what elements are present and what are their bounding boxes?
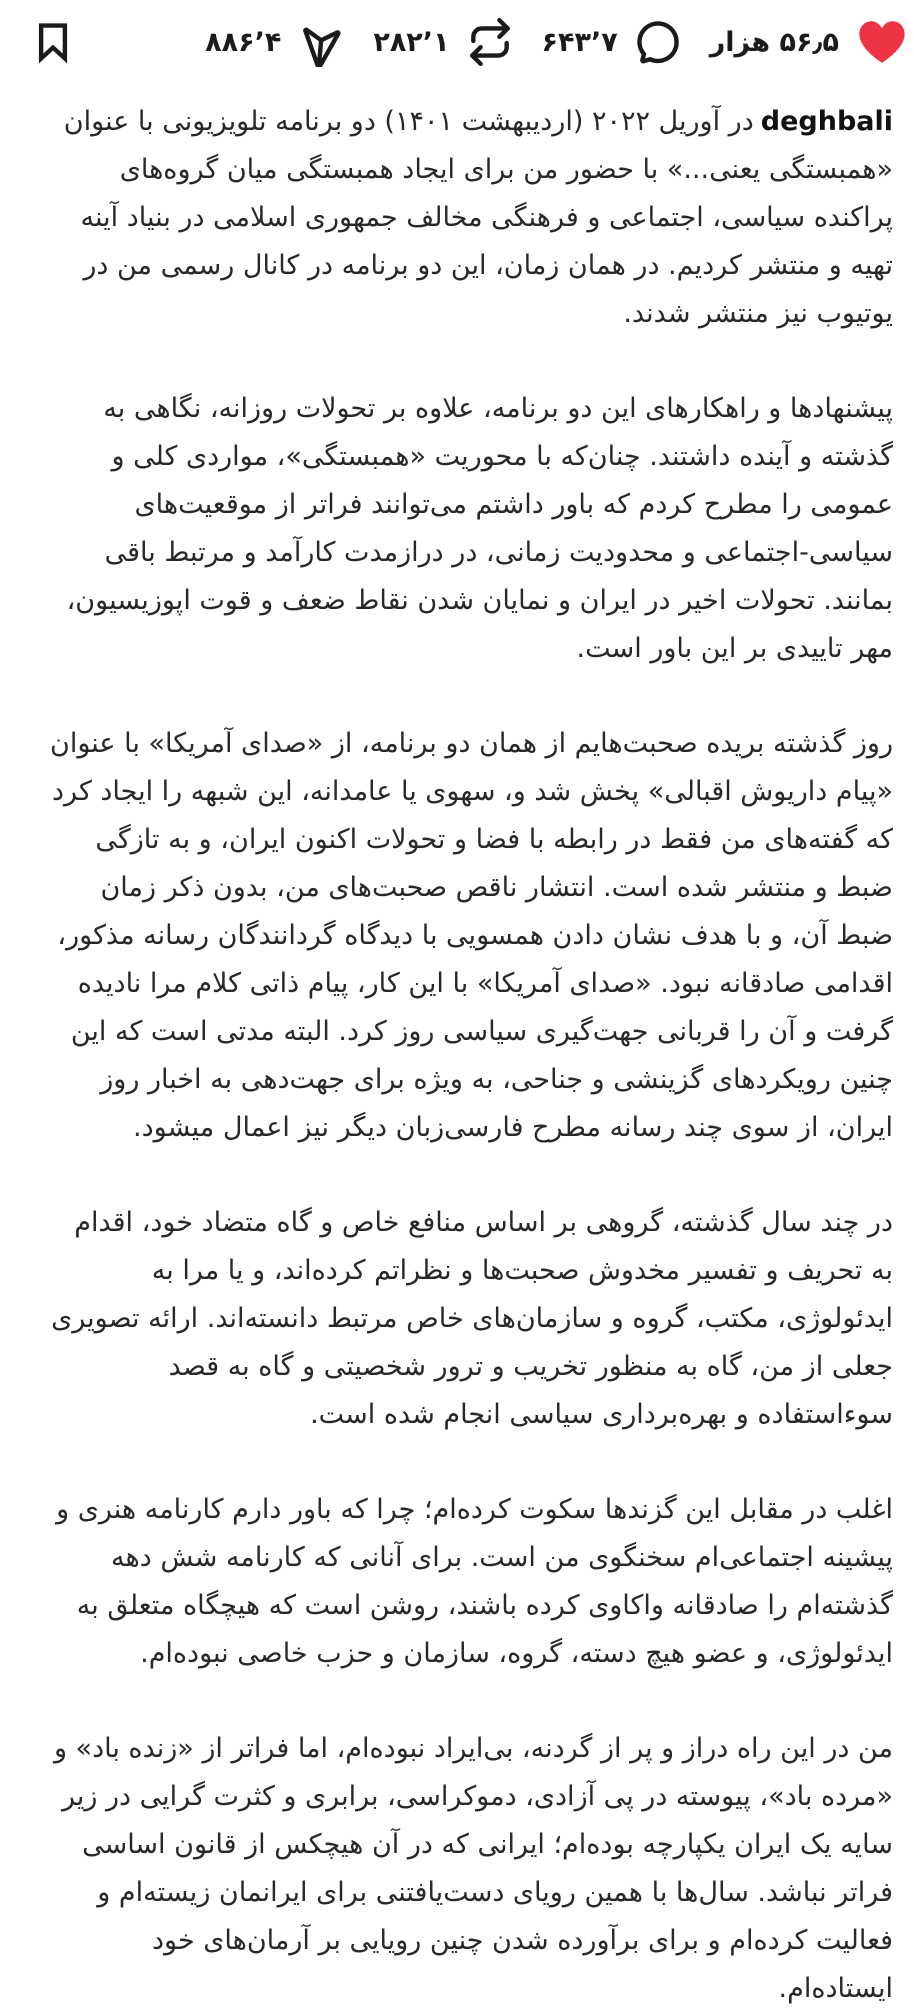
heart-icon [854,14,910,70]
repost-arrows-icon [465,17,515,67]
post-paragraph-6: من در این راه دراز و پر از گردنه، بی‌ایراد نبوده‌ام، اما فراتر از «زنده باد» و «مرده باد»، پیوسته در پی آزادی، دموکراسی، برابری و کثرت گرایی در زیر سایه یک ایران یکپارچه بوده‌ام؛ ایرانی که در آن هیچکس از قانون اساسی فراتر نباشد. سال‌ها با همین رویای دست‌یافتنی برای ایرانمان زیسته‌ام و فعالیت کرده‌ام و برای برآورده شدن چنین رویایی بر آرمان‌های خود ایستاده‌ام. [53,1733,893,2004]
repost-button[interactable] [373,17,514,67]
speech-bubble-icon [633,17,683,67]
bookmark-button[interactable] [30,19,76,65]
bookmark-icon [30,19,76,65]
post-paragraph-4: در چند سال گذشته، گروهی بر اساس منافع خاص و گاه متضاد خود، اقدام به تحریف و تفسیر مخدوش صحبت‌ها و نظراتم کرده‌اند، و یا مرا به ایدئولوژی، مکتب، گروه و سازمان‌های خاص مرتبط دانسته‌اند. ارائه تصویری جعلی از من، گاه به منظور تخریب و ترور شخصیتی و گاه به قصد سوءاستفاده و بهره‌برداری سیاسی انجام شده است. [51,1207,893,1430]
comment-button[interactable] [542,17,683,67]
share-button[interactable] [205,17,346,67]
post-paragraph-2: پیشنهادها و راهکارهای این دو برنامه، علاوه بر تحولات روزانه، نگاهی به گذشته و آینده داشتند. چنان‌که با محوریت «همبستگی»، مواردی کلی و عمومی را مطرح کردم که باور داشتم می‌توانند فراتر از موقعیت‌های سیاسی-اجتماعی و محدودیت زمانی، در درازمدت کارآمد و مرتبط باقی بمانند. تحولات اخیر در ایران و نمایان شدن نقاط ضعف و قوت اپوزیسیون، مهر تاییدی بر این باور است. [66,393,893,664]
post-paragraph-1 [48,98,893,338]
post-body [0,76,914,2013]
paper-plane-icon [296,17,346,67]
repost-count[interactable]: ۱’۲۸۲ [373,26,450,58]
post-action-bar [0,10,914,76]
paragraph-text: در آوریل ۲۰۲۲ (اردیبهشت ۱۴۰۱) دو برنامه تلویزیونی با عنوان «همبستگی یعنی...» با حضور من برای ایجاد همبستگی میان گروه‌های پراکنده سیاسی، اجتماعی و فرهنگی مخالف جمهوری اسلامی در بنیاد آینه تهیه و منتشر کردیم. در همان زمان، این دو برنامه در کانال رسمی من در یوتیوب نیز منتشر شدند. [63,106,893,329]
username-link[interactable]: deghbali [760,106,893,137]
like-count[interactable]: ۵۶٫۵ هزار [709,26,839,58]
comment-count[interactable]: ۷’۶۴۳ [541,26,618,58]
share-count[interactable]: ۴’۸۸۶ [205,26,282,58]
post-paragraph-5: اغلب در مقابل این گزندها سکوت کرده‌ام؛ چرا که باور دارم کارنامه هنری و پیشینه اجتماعی‌ام سخنگوی من است. برای آنانی که کارنامه شش دهه گذشته‌ام را صادقانه واکاوی کرده باشند، روشن است که هیچگاه متعلق به ایدئولوژی، و عضو هیچ دسته، گروه، سازمان و حزب خاصی نبوده‌ام. [56,1494,893,1669]
post-paragraph-3: روز گذشته بریده صحبت‌هایم از همان دو برنامه، از «صدای آمریکا» با عنوان «پیام داریوش اقبالی» پخش شد و، سهوی یا عامدانه، این شبهه را ایجاد کرد که گفته‌های من فقط در رابطه با فضا و تحولات اکنون ایران، و به تازگی ضبط و منتشر شده است. انتشار ناقص صحبت‌های من، بدون ذکر زمان ضبط آن، و با هدف نشان دادن همسویی با دیدگاه گردانندگان رسانه مذکور، اقدامی صادقانه نبود. «صدای آمریکا» با این کار، پیام ذاتی کلام مرا نادیده گرفت و آن را قربانی جهت‌گیری سیاسی روز کرد. البته مدتی است که این چنین رویکردهای گزینشی و جناحی، به ویژه برای جهت‌دهی به اخبار روز ایران، از سوی چند رسانه مطرح فارسی‌زبان دیگر نیز اعمال میشود. [50,728,893,1143]
like-button[interactable] [710,14,910,70]
